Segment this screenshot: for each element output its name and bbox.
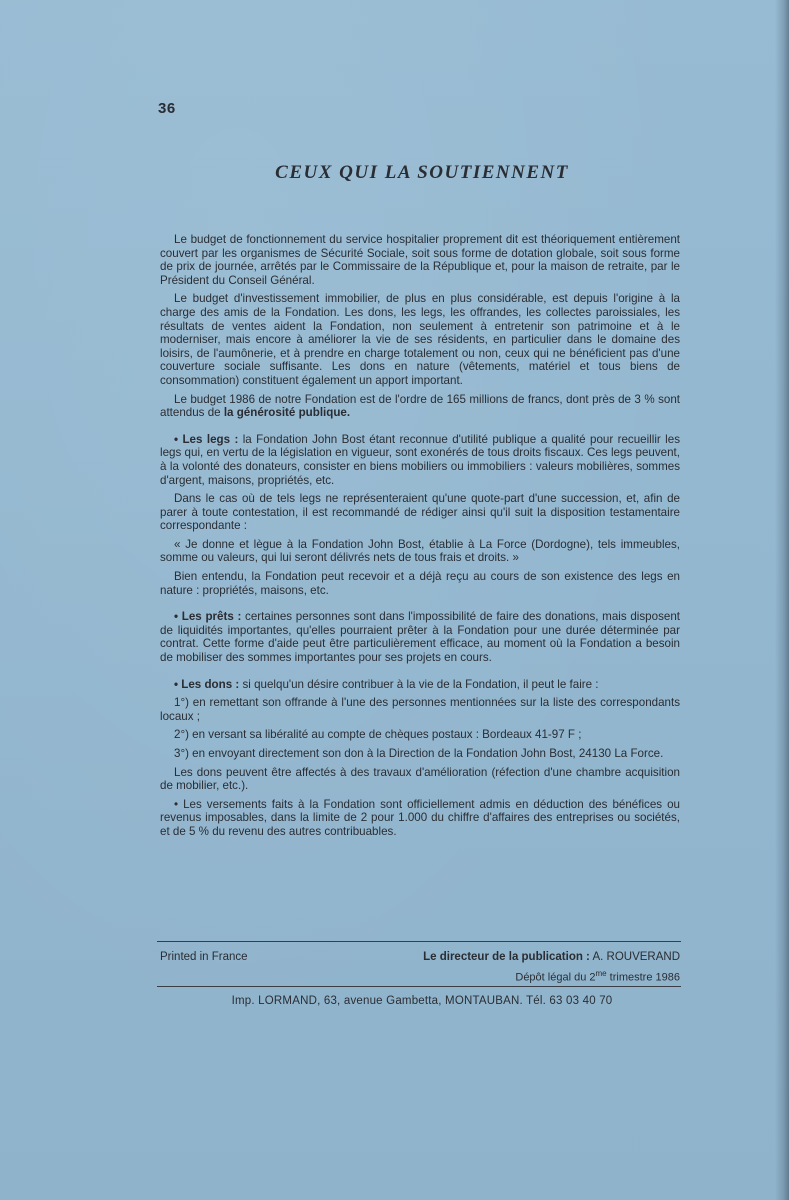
director-label: Le directeur de la publication :: [423, 951, 590, 963]
paragraph-legs-nature: Bien entendu, la Fondation peut recevoir et a déjà reçu au cours de son existence des legs en nature : propriétés, maisons, etc.: [160, 570, 680, 597]
depot-legal-sup: me: [595, 969, 607, 978]
director-name: A. ROUVERAND: [589, 951, 680, 963]
page-edge-shadow: [775, 0, 789, 1200]
article-body: [160, 233, 680, 839]
paragraph-budget-1986: [160, 393, 680, 420]
paragraph-prets: [160, 610, 680, 664]
budget-1986-text: Le budget 1986 de notre Fondation est de l'ordre de 165 millions de francs, dont près de 3 % sont attendus de: [160, 392, 680, 420]
depot-legal: [515, 969, 680, 984]
dons-text: si quelqu'un désire contribuer à la vie de la Fondation, il peut le faire :: [239, 677, 599, 691]
dons-label: • Les dons :: [174, 677, 240, 691]
publication-director: [423, 951, 680, 963]
prets-label: • Les prêts :: [174, 610, 242, 624]
budget-1986-bold: la générosité publique.: [223, 406, 351, 420]
paragraph-dons-2: 2°) en versant sa libéralité au compte de chèques postaux : Bordeaux 41-97 F ;: [174, 728, 582, 742]
footer-rule-top: [157, 941, 681, 942]
paragraph-dons: [160, 678, 680, 692]
printed-in-france: Printed in France: [160, 951, 248, 963]
paragraph-legs: [160, 433, 680, 487]
page-title: CEUX QUI LA SOUTIENNENT: [275, 162, 569, 183]
depot-legal-end: trimestre 1986: [606, 971, 680, 984]
paragraph-dons-affectes: Les dons peuvent être affectés à des travaux d'amélioration (réfection d'une chambre acquisition de mobilier, etc.).: [160, 765, 680, 793]
printer-imprint: Imp. LORMAND, 63, avenue Gambetta, MONTAUBAN. Tél. 63 03 40 70: [231, 995, 613, 1007]
legs-text: la Fondation John Bost étant reconnue d'utilité publique a qualité pour recueillir les legs qui, en vertu de la législation en vigueur, sont exonérés de tous droits fiscaux. Ces legs peuvent, à la volonté des donateurs, consister en biens mobiliers ou immobiliers : valeurs mobilières, sommes d'argent, maisons, propriétés, etc.: [160, 432, 680, 487]
paragraph-formule-testamentaire: « Je donne et lègue à la Fondation John Bost, établie à La Force (Dordogne), tels immeubles, somme ou valeurs, qui lui seront délivrés nets de tous frais et droits. »: [160, 537, 680, 565]
paragraph-dons-1: 1°) en remettant son offrande à l'une des personnes mentionnées sur la liste des correspondants locaux ;: [160, 696, 680, 723]
page-number: 36: [158, 100, 176, 117]
depot-legal-start: Dépôt légal du 2: [515, 971, 596, 984]
paragraph-quote-part: Dans le cas où de tels legs ne représenteraient qu'une quote-part d'une succession, et, afin de parer à toute contestation, il est recommandé de rédiger ainsi qu'il suit la disposition testamentaire correspondante :: [160, 492, 680, 533]
footer-rule-bottom: [157, 986, 681, 987]
paragraph-versements: • Les versements faits à la Fondation sont officiellement admis en déduction des bénéfices ou revenus imposables, dans la limite de 2 pour 1.000 du chiffre d'affaires des entreprises ou sociétés, et de 5 % du revenu des autres contribuables.: [160, 797, 680, 838]
legs-label: • Les legs :: [174, 432, 239, 446]
prets-text: certaines personnes sont dans l'impossibilité de faire des donations, mais disposent de liquidités importantes, qu'elles pourraient prêter à la Fondation pour une durée déterminée par contrat. Cette forme d'aide peut être particulièrement efficace, au moment où la Fondation a besoin de mobiliser des sommes importantes pour ses projets en cours.: [160, 610, 680, 665]
paragraph-budget-fonctionnement: Le budget de fonctionnement du service hospitalier proprement dit est théoriquement entièrement couvert par les organismes de Sécurité Sociale, soit sous forme de dotation globale, soit sous forme de prix de journée, arrêtés par le Commissaire de la République et, pour la maison de retraite, par le Président du Conseil Général.: [160, 233, 680, 287]
paragraph-budget-investissement: Le budget d'investissement immobilier, de plus en plus considérable, est depuis l'origine à la charge des amis de la Fondation. Les dons, les legs, les offrandes, les collectes paroissiales, les résultats de ventes aident la Fondation, non seulement à entretenir son patrimoine et à le moderniser, mais encore à améliorer la vie de ses résidents, en particulier dans le domaine des loisirs, de l'aumônerie, et à prendre en charge totalement ou non, ceux qui ne bénéficient pas d'une couverture sociale suffisante. Les dons en nature (vêtements, matériel et tous biens de consommation) constituent également un apport important.: [160, 292, 680, 387]
paragraph-dons-3: 3°) en envoyant directement son don à la Direction de la Fondation John Bost, 24130 La Force.: [174, 747, 664, 760]
